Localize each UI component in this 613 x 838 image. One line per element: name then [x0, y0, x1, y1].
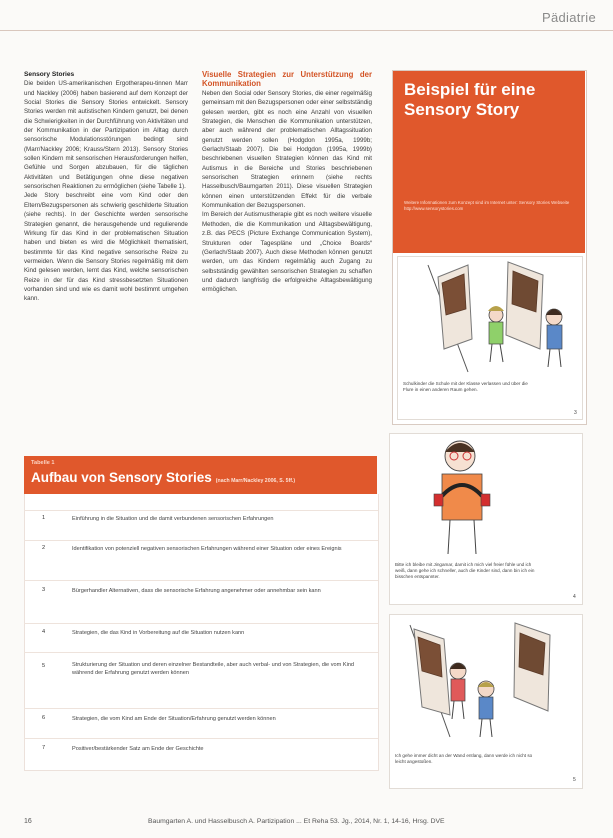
story-panel: [389, 433, 583, 605]
paragraph: Im Bereich der Autismustherapie gibt es noch weitere visuelle Methoden, die die Kommunikation und Alltagsbewältigung, z.B. das PECS (Picture Exchange Communication System), Strukturen oder Tagespläne und „Choice Boards“ (Gerlach/Staab 2007). Auch diese Methoden können genutzt werden, um das Kindern regelmäßig auch Zugang zu selbstständig gewählten sensorischen Strategien zu schaffen und dadurch langfristig die erfolgreiche Alltagsbewältigung ermöglichen.: [202, 211, 372, 294]
table-row: [24, 540, 378, 571]
child-with-headphones-drawing-icon: [390, 434, 582, 559]
column-visual-strategies: [202, 70, 372, 295]
panel-number: 3: [574, 410, 577, 416]
paragraph: Neben den Social oder Sensory Stories, die einer regelmäßig gemeinsam mit den Bezugspersonen oder einer selbstständig gelesen werden, gibt es noch eine Anzahl von visuellen Strategien, die Menschen die Kommunikation unterstützen, aber auch während der problematischen Alltagssituation genutzt werden sollen (Hodgdon 1995a, 1999b; Gerlach/Staab 2007). Die bei Hodgdon (1995a, 1999b) beschriebenen visuellen Strategien können das Kind mit Autismus in die Bereiche und Stories beschriebenen sensorischen Strategien erinnern (siehe rechts Hasselbusch/Baumgarten 2011). Diese visuellen Strategien können einen unterstützenden Effekt für die verbale Kommunikation der Bezugspersonen.: [202, 90, 372, 210]
panel-number: 4: [573, 594, 576, 600]
example-title: Beispiel für eine Sensory Story: [404, 80, 536, 119]
section-label: Pädiatrie: [542, 10, 597, 25]
table-row: [24, 580, 378, 615]
row-text: Positiver/bestärkender Satz am Ende der Geschichte: [72, 746, 204, 752]
child-along-wall-drawing-icon: [390, 615, 582, 740]
panel-caption: Schulkinder die Schule mit der Klasse verlassen und über die Flure in einen anderen Raum gehen.: [403, 381, 528, 392]
table-subtitle: (nach Marr/Nackley 2006, S. 5ff.): [215, 478, 296, 484]
table-title-text: Aufbau von Sensory Stories: [31, 470, 212, 485]
row-number: 5: [42, 663, 46, 669]
table-row: [24, 652, 378, 695]
row-text: Strategien, die das Kind in Vorbereitung auf die Situation nutzen kann: [72, 630, 245, 636]
row-text: Einführung in die Situation und die damit verbundenen sensorischen Erfahrungen: [72, 516, 274, 522]
example-note: Weitere Informationen zum Konzept sind im Internet unter: Sensory Stories Webseite http://www.sensorystories.com: [404, 200, 570, 211]
row-text: Identifikation von potenziell negativen sensorischen Erfahrungen während einer Situation oder eines Ereignis: [72, 546, 342, 552]
row-number: 7: [42, 745, 46, 751]
row-text: Bürgerhandler Alternativen, dass die sensorische Erfahrung angenehmer oder annehmbar sein kann: [72, 588, 321, 594]
table-title: [31, 470, 295, 485]
row-text: Strategien, die vom Kind am Ende der Situation/Erfahrung genutzt werden können: [72, 716, 276, 722]
story-panel: [389, 614, 583, 789]
column-sensory-stories: [24, 70, 188, 304]
panel-caption: Bitte ich bleibe mit Jingamar, damit ich mich viel freier fühle und ich weiß, dann gehe ich schneller, auch die Kinder sind, dann bin ich ein bisschen entspannter.: [395, 562, 535, 579]
row-number: 1: [42, 515, 46, 521]
row-number: 6: [42, 715, 46, 721]
panel-caption: Ich gehe immer dicht an der Wand entlang, dann werde ich nicht so leicht angestoßen.: [395, 753, 533, 764]
panel-number: 5: [573, 777, 576, 783]
table-row: [24, 623, 378, 648]
footer-citation: Baumgarten A. und Hasselbusch A. Partizipation ... Et Reha 53. Jg., 2014, Nr. 1, 14-16, Hrsg. DVE: [148, 818, 445, 825]
column-heading: Sensory Stories: [24, 71, 75, 78]
table-row: [24, 510, 378, 533]
table-row: [24, 708, 378, 733]
row-number: 4: [42, 629, 46, 635]
table-kicker: Tabelle 1: [31, 460, 55, 466]
row-number: 2: [42, 545, 46, 551]
table-row: [24, 738, 378, 763]
story-panel: [397, 256, 583, 420]
row-number: 3: [42, 587, 46, 593]
row-text: Strukturierung der Situation und deren einzelner Bestandteile, aber auch verbal- und von Strategien, die vom Kind während der Erfahrung genutzt werden können: [72, 662, 355, 676]
paragraph: Jede Story beschreibt eine vom Kind oder den Eltern/Bezugspersonen als schwierig geschilderte Situation (siehe rechts). In der Geschichte werden sensorische Strategien genannt, die herausgehende und regulierende Wirkung für das Kind in der problematischen Situation haben und bieten es wird die Möglichkeit thematisiert, bestimmte für das Kind negative sensorische Reize zu vermeiden. Wenn die Sensory Stories regelmäßig mit dem Kind gelesen werden, lernt das Kind, welche sensorischen Reize in der für das Kind stressbesetzten Situationen vorhanden sind und wie es damit wohl bestimmt umgehen kann.: [24, 192, 188, 303]
page-number: 16: [24, 818, 32, 825]
column-heading: Visuelle Strategien zur Unterstützung der Kommunikation: [202, 70, 372, 88]
paragraph: Die beiden US-amerikanischen Ergotherapeu-tinnen Marr und Nackley (2006) haben basierend auf dem Konzept der Social Stories die Sensory Stories entwickelt. Sensory Stories werden mit autistischen Kindern genutzt, bei denen die Schwierigkeiten in der Durchführung von Aktivitäten und der Kommunikation in der Partizipation im Alltag durch sensorische Modulationsstörungen bedingt sind (Marr/Nackley 2006; Krauss/Stern 2013). Sensory Stories sollen Kindern mit sensorischen Herausforderungen helfen, Gefühle und Sorgen abzubauen, für die täglichen Aktivitäten und Betätigungen ohne diese negativen sensorischen Reaktionen zu ermöglichen (siehe Tabelle 1).: [24, 80, 188, 191]
header-rule: [0, 30, 613, 31]
hallway-drawing-icon: [398, 257, 582, 377]
